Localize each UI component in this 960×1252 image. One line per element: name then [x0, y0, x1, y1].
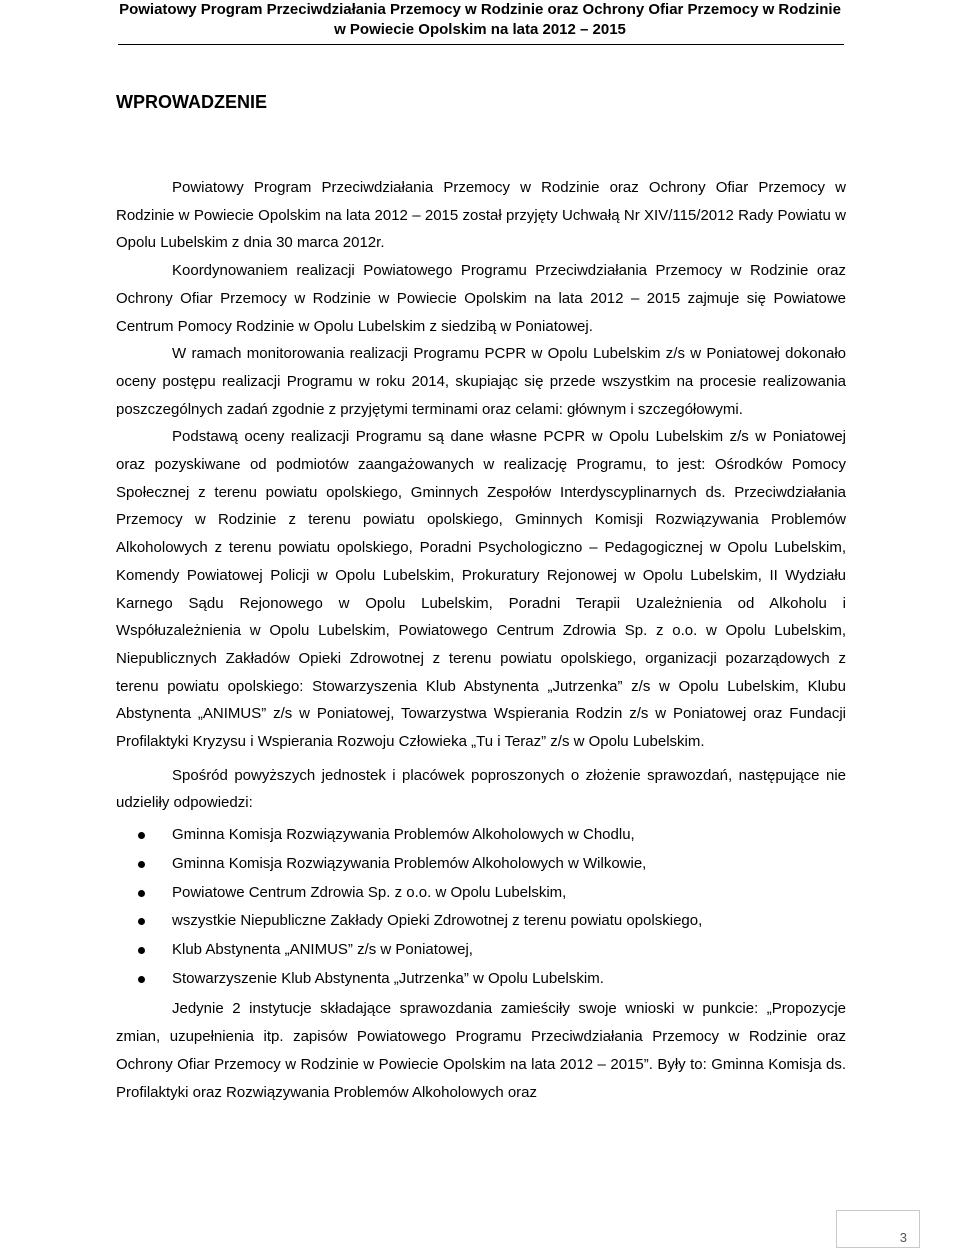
header-rule: [118, 44, 844, 45]
list-item: [116, 907, 846, 936]
header-line-2: w Powiecie Opolskim na lata 2012 – 2015: [334, 21, 626, 38]
bullet-icon: [138, 947, 145, 954]
list-item: [116, 879, 846, 908]
list-item-text: Klub Abstynenta „ANIMUS” z/s w Poniatowej,: [172, 940, 473, 958]
bullet-icon: [138, 890, 145, 897]
bullet-icon: [138, 918, 145, 925]
page-number: 3: [899, 1230, 907, 1245]
paragraph: Koordynowaniem realizacji Powiatowego Programu Przeciwdziałania Przemocy w Rodzinie oraz Ochrony Ofiar Przemocy w Rodzinie w Powiecie Opolskim na lata 2012 – 2015 zajmuje się Powiatowe Centrum Pomocy Rodzinie w Opolu Lubelskim z siedzibą w Poniatowej.: [116, 262, 846, 335]
list-item-text: Powiatowe Centrum Zdrowia Sp. z o.o. w Opolu Lubelskim,: [172, 883, 567, 901]
paragraph: Spośród powyższych jednostek i placówek poproszonych o złożenie sprawozdań, następujące nie udzieliły odpowiedzi:: [116, 766, 846, 812]
paragraph: Powiatowy Program Przeciwdziałania Przemocy w Rodzinie oraz Ochrony Ofiar Przemocy w Rodzinie w Powiecie Opolskim na lata 2012 – 2015 został przyjęty Uchwałą Nr XIV/115/2012 Rady Powiatu w Opolu Lubelskim z dnia 30 marca 2012r.: [116, 179, 846, 252]
list-item-text: Stowarzyszenie Klub Abstynenta „Jutrzenka” w Opolu Lubelskim.: [172, 969, 604, 987]
paragraph: Podstawą oceny realizacji Programu są dane własne PCPR w Opolu Lubelskim z/s w Poniatowej oraz pozyskiwane od podmiotów zaangażowanych w realizację Programu, to jest: Ośrodków Pomocy Społecznej z terenu powiatu opolskiego, Gminnych Zespołów Interdyscyplinarnych ds. Przeciwdziałania Przemocy w Rodzinie z terenu powiatu opolskiego, Gminnych Komisji Rozwiązywania Problemów Alkoholowych z terenu powiatu opolskiego, Poradni Psychologiczno – Pedagogicznej w Opolu Lubelskim, Komendy Powiatowej Policji w Opolu Lubelskim, Prokuratury Rejonowej w Opolu Lubelskim, II Wydziału Karnego Sądu Rejonowego w Opolu Lubelskim, Poradni Terapii Uzależnienia od Alkoholu i Współuzależnienia w Opolu Lubelskim, Powiatowego Centrum Zdrowia Sp. z o.o. w Opolu Lubelskim, Niepublicznych Zakładów Opieki Zdrowotnej z terenu powiatu opolskiego, organizacji pozarządowych z terenu powiatu opolskiego: Stowarzyszenia Klub Abstynenta „Jutrzenka” z/s w Opolu Lubelskim, Klubu Abstynenta „ANIMUS” z/s w Poniatowej, Towarzystwa Wspierania Rodzin z/s w Poniatowej oraz Fundacji Profilaktyki Kryzysu i Wspierania Rozwoju Człowieka „Tu i Teraz” z/s w Opolu Lubelskim.: [116, 428, 846, 751]
closing-paragraph: Jedynie 2 instytucje składające sprawozdania zamieściły swoje wnioski w punkcie: „Propozycje zmian, uzupełnienia itp. zapisów Powiatowego Programu Przeciwdziałania Przemocy w Rodzinie oraz Ochrony Ofiar Przemocy w Rodzinie w Powiecie Opolskim na lata 2012 – 2015”. Były to: Gminna Komisja ds. Profilaktyki oraz Rozwiązywania Problemów Alkoholowych oraz: [116, 1000, 846, 1101]
running-header: [0, 0, 960, 40]
list-item-text: wszystkie Niepubliczne Zakłady Opieki Zdrowotnej z terenu powiatu opolskiego,: [172, 912, 703, 930]
list-item: [116, 936, 846, 965]
list-item: [116, 821, 846, 850]
paragraph: W ramach monitorowania realizacji Programu PCPR w Opolu Lubelskim z/s w Poniatowej dokonało oceny postępu realizacji Programu w roku 2014, skupiając się przede wszystkim na procesie realizowania poszczególnych zadań zgodnie z przyjętymi terminami oraz celami: głównym i szczegółowymi.: [116, 345, 846, 418]
list-item-text: Gminna Komisja Rozwiązywania Problemów Alkoholowych w Wilkowie,: [172, 854, 647, 872]
bullet-icon: [138, 976, 145, 983]
list-item: [116, 965, 846, 994]
list-item-text: Gminna Komisja Rozwiązywania Problemów Alkoholowych w Chodlu,: [172, 826, 635, 844]
header-line-1: Powiatowy Program Przeciwdziałania Przemocy w Rodzinie oraz Ochrony Ofiar Przemocy w Rodzinie: [119, 1, 841, 18]
bullet-icon: [138, 832, 145, 839]
document-body: [116, 174, 846, 1106]
page-number-box: [836, 1210, 920, 1248]
non-responding-list: [116, 821, 846, 993]
list-item: [116, 850, 846, 879]
section-title: WPROWADZENIE: [116, 92, 267, 112]
bullet-icon: [138, 861, 145, 868]
